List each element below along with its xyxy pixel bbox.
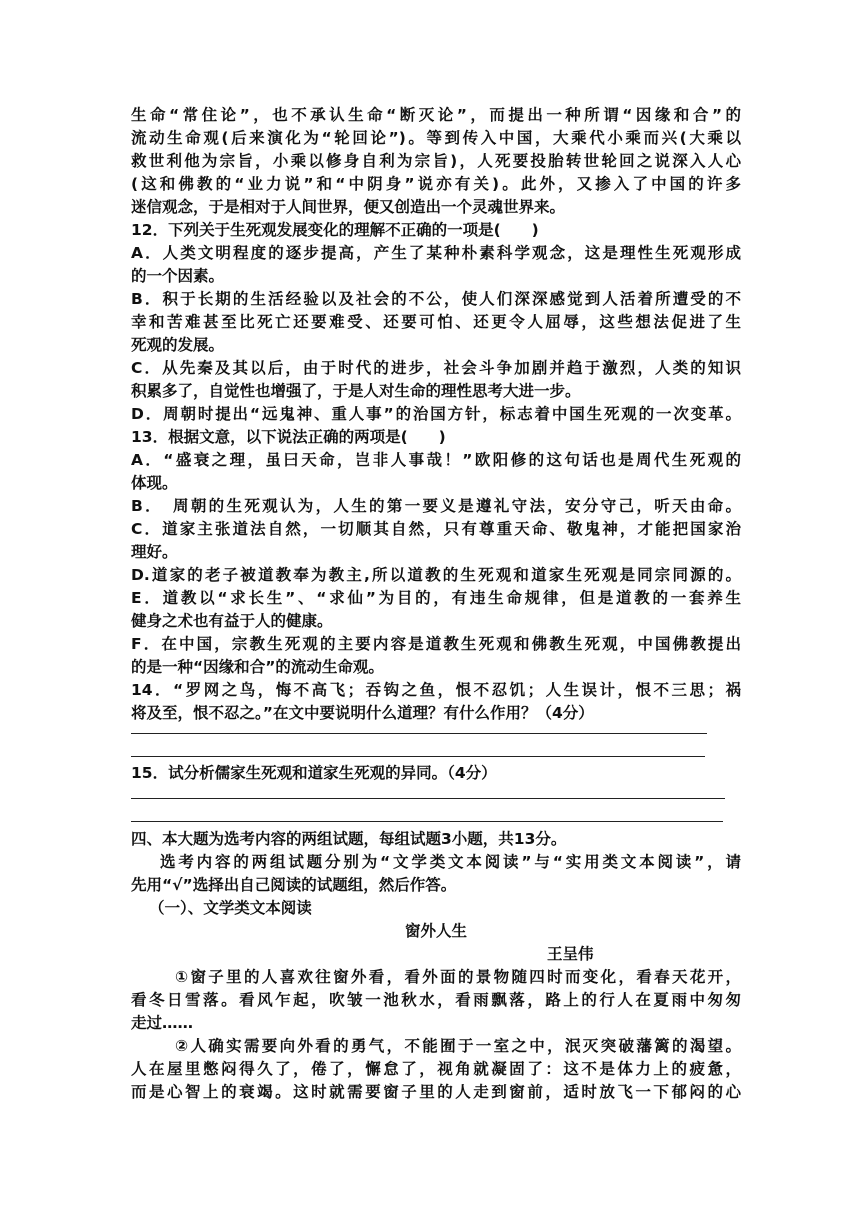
option-12-c: C．从先秦及其以后，由于时代的进步，社会斗争加剧并趋于激烈，人类的知识 [131,359,741,377]
answer-line[interactable] [131,821,723,822]
option-12-a: A．人类文明程度的逐步提高，产生了某种朴素科学观念，这是理性生死观形成 [131,244,741,262]
option-12-b-cont: 死观的发展。 [131,336,225,354]
passage-line: 生命“常住论”，也不承认生命“断灭论”，而提出一种所谓“因缘和合”的 [131,106,741,124]
passage-line: (这和佛教的“业力说”和“中阴身”说亦有关)。此外，又掺入了中国的许多 [131,175,741,193]
option-12-b-cont: 幸和苦难甚至比死亡还要难受、还要可怕、还更令人屈辱，这些想法促进了生 [131,313,741,331]
answer-line[interactable] [131,733,707,734]
section-instructions: 选考内容的两组试题分别为“文学类文本阅读”与“实用类文本阅读”，请 [160,853,741,871]
passage-line: 救世利他为宗旨，小乘以修身自利为宗旨)，人死要投胎转世轮回之说深入人心 [131,152,741,170]
passage-line: 流动生命观(后来演化为“轮回论”)。等到传入中国，大乘代小乘而兴(大乘以 [131,129,741,147]
subsection-heading: （一）、文学类文本阅读 [149,899,312,917]
passage-line: 迷信观念，于是相对于人间世界，便又创造出一个灵魂世界来。 [131,198,566,216]
question-15-stem: 15．试分析儒家生死观和道家生死观的异同。（4分） [131,764,497,782]
question-13-stem: 13．根据文意，以下说法正确的两项是( ) [131,428,446,446]
option-13-d: D.道家的老子被道教奉为教主,所以道教的生死观和道家生死观是同宗同源的。 [131,566,741,584]
option-12-a-cont: 的一个因素。 [131,267,225,285]
option-13-a: A．“盛衰之理，虽曰天命，岂非人事哉！”欧阳修的这句话也是周代生死观的 [131,451,741,469]
option-13-c: C．道家主张道法自然，一切顺其自然，只有尊重天命、敬鬼神，才能把国家治 [131,520,741,538]
option-13-e-cont: 健身之术也有益于人的健康。 [131,612,333,630]
option-13-f: F．在中国，宗教生死观的主要内容是道教生死观和佛教生死观，中国佛教提出 [131,635,741,653]
question-14-stem: 14．“罗网之鸟，悔不高飞；吞钩之鱼，恨不忍饥；人生误计，恨不三思；祸 [131,681,741,699]
article-author: 王呈伟 [547,945,594,963]
article-paragraph-1: ①窗子里的人喜欢往窗外看，看外面的景物随四时而变化，看春天花开， [175,968,741,986]
article-paragraph-1-cont: 走过…… [131,1014,194,1032]
answer-line[interactable] [131,756,705,757]
section-four-heading: 四、本大题为选考内容的两组试题，每组试题3小题，共13分。 [131,830,567,848]
question-14-stem-cont: 将及至，恨不忍之。”在文中要说明什么道理？有什么作用？（4分） [131,704,594,722]
answer-line[interactable] [131,798,725,799]
article-paragraph-2-cont: 人在屋里憋闷得久了，倦了，懈怠了，视角就凝固了：这不是体力上的疲惫， [131,1060,741,1078]
option-13-c-cont: 理好。 [131,543,178,561]
option-13-e: E．道教以“求长生”、“求仙”为目的，有违生命规律，但是道教的一套养生 [131,589,741,607]
question-12-stem: 12．下列关于生死观发展变化的理解不正确的一项是( ) [131,221,539,239]
article-title: 窗外人生 [404,922,467,940]
article-paragraph-1-cont: 看冬日雪落。看风乍起，吹皱一池秋水，看雨飘落，路上的行人在夏雨中匆匆 [131,991,741,1009]
article-paragraph-2: ②人确实需要向外看的勇气，不能囿于一室之中，泯灭突破藩篱的渴望。 [175,1037,741,1055]
option-12-d: D．周朝时提出“远鬼神、重人事”的治国方针，标志着中国生死观的一次变革。 [131,405,741,423]
option-13-f-cont: 的是一种“因缘和合”的流动生命观。 [131,658,384,676]
section-instructions-cont: 先用“√”选择出自己阅读的试题组，然后作答。 [131,876,457,894]
article-paragraph-2-cont: 而是心智上的衰竭。这时就需要窗子里的人走到窗前，适时放飞一下郁闷的心 [131,1083,741,1101]
option-12-b: B．积于长期的生活经验以及社会的不公，使人们深深感觉到人活着所遭受的不 [131,290,741,308]
option-13-b: B． 周朝的生死观认为，人生的第一要义是遵礼守法，安分守己，听天由命。 [131,497,741,515]
option-13-a-cont: 体现。 [131,474,178,492]
option-12-c-cont: 积累多了，自觉性也增强了，于是人对生命的理性思考大进一步。 [131,382,581,400]
